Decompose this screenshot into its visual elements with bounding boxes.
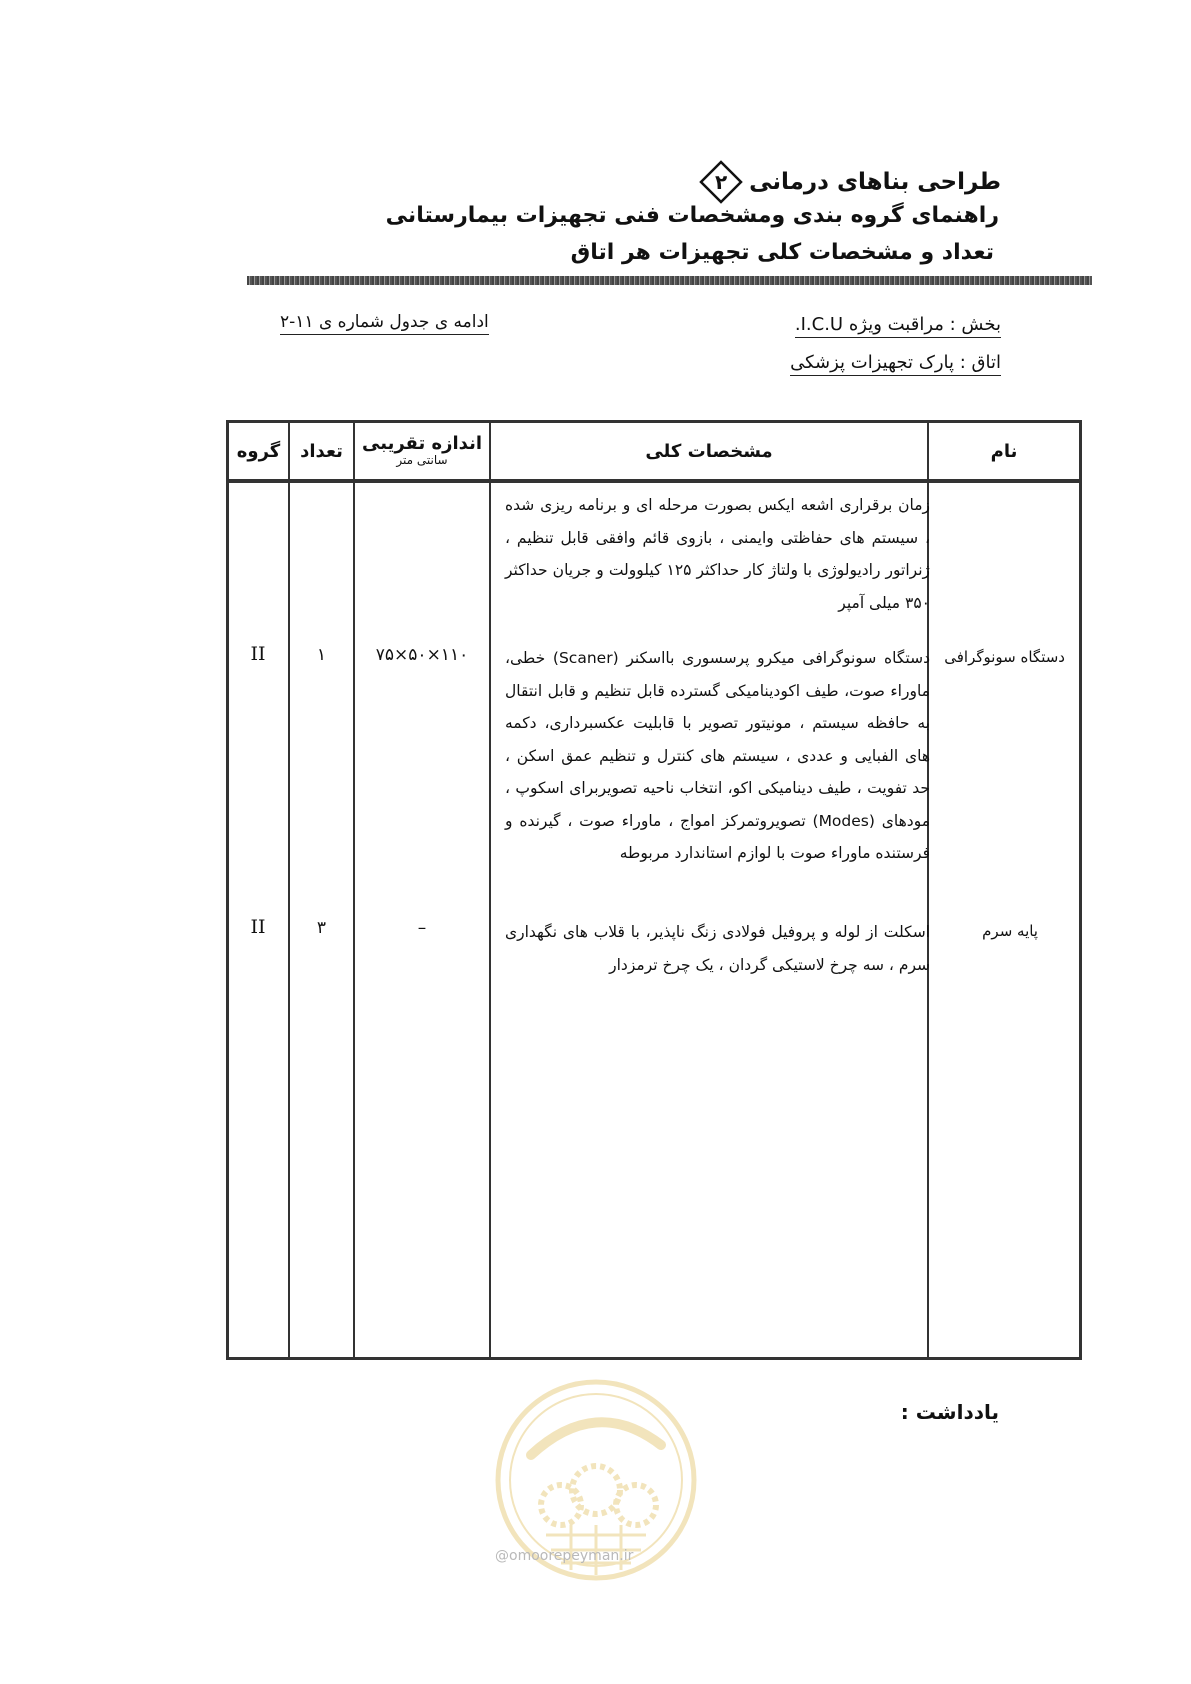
chapter-badge xyxy=(699,160,743,204)
section-label: بخش : مراقبت ویژه I.C.U. xyxy=(795,314,1001,338)
table-row-count: ۱ xyxy=(316,645,327,665)
notes-label: یادداشت : xyxy=(900,1400,999,1424)
header-size-unit: سانتی متر xyxy=(396,453,448,468)
table-row-count: ۳ xyxy=(316,918,327,938)
header-specs: مشخصات کلی xyxy=(645,440,773,462)
column-divider xyxy=(353,420,355,1360)
table-row-group: II xyxy=(250,916,266,938)
table-continuation-label: ادامه ی جدول شماره ی ۱۱-۲ xyxy=(280,312,489,335)
header-count: تعداد xyxy=(300,440,343,462)
table-row-specs: اسکلت از لوله و پروفیل فولادی زنگ ناپذیر، با قلاب های نگهداری سرم ، سه چرخ لاستیکی گردان ، یک چرخ ترمزدار xyxy=(505,923,930,974)
table-row-name: دستگاه سونوگرافی xyxy=(944,648,1065,666)
header-size xyxy=(355,424,489,478)
document-title xyxy=(699,160,1001,204)
column-divider xyxy=(288,420,290,1360)
continued-specs-text: زمان برقراری اشعه ایکس بصورت مرحله ای و برنامه ریزی شده ، سیستم های حفاظتی وایمنی ، بازوی قائم وافقی قابل تنظیم ، ژنراتور رادیولوژی با ولتاژ کار حداکثر ۱۲۵ کیلوولت و جریان حداکثر ۳۵۰ میلی آمپر xyxy=(505,496,930,612)
table-row-size: – xyxy=(417,918,427,938)
column-divider xyxy=(489,420,491,1360)
header-name: نام xyxy=(990,440,1018,462)
document-subtitle: راهنمای گروه بندی ومشخصات فنی تجهیزات بیمارستانی xyxy=(385,203,999,228)
chapter-number: ۲ xyxy=(715,170,728,194)
header-group: گروه xyxy=(236,440,281,462)
table-row-name: پایه سرم xyxy=(982,922,1038,940)
table-row-specs: دستگاه سونوگرافی میکرو پرسسوری بااسکنر (Scaner) خطی، ماوراء صوت، طیف اکودینامیکی گسترده قابل تنظیم و قابل انتقال به حافظه سیستم ، مونیتور تصویر با قابلیت عکسبرداری، دکمه های الفبایی و عددی ، سیستم های کنترل و تنظیم عمق اسکن ، حد تفویت ، طیف دینامیکی اکو، انتخاب ناحیه تصویربرای اسکوپ ، مودهای (Modes) تصویروتمرکز امواج ، ماوراء صوت ، گیرنده و فرستنده ماوراء صوت با لوازم استاندارد مربوطه xyxy=(505,649,930,862)
table-row-size: ۷۵×۵۰×۱۱۰ xyxy=(375,645,469,665)
header-size-label: اندازه تقریبی xyxy=(362,433,482,455)
title-line1: طراحی بناهای درمانی xyxy=(749,169,1001,195)
table-row-group: II xyxy=(250,643,266,665)
header-divider xyxy=(247,276,1092,285)
watermark-text: @omoorepeyman.ir xyxy=(495,1548,634,1564)
document-heading: تعداد و مشخصات کلی تجهیزات هر اتاق xyxy=(570,240,994,265)
room-label: اتاق : پارک تجهیزات پزشکی xyxy=(790,352,1001,376)
